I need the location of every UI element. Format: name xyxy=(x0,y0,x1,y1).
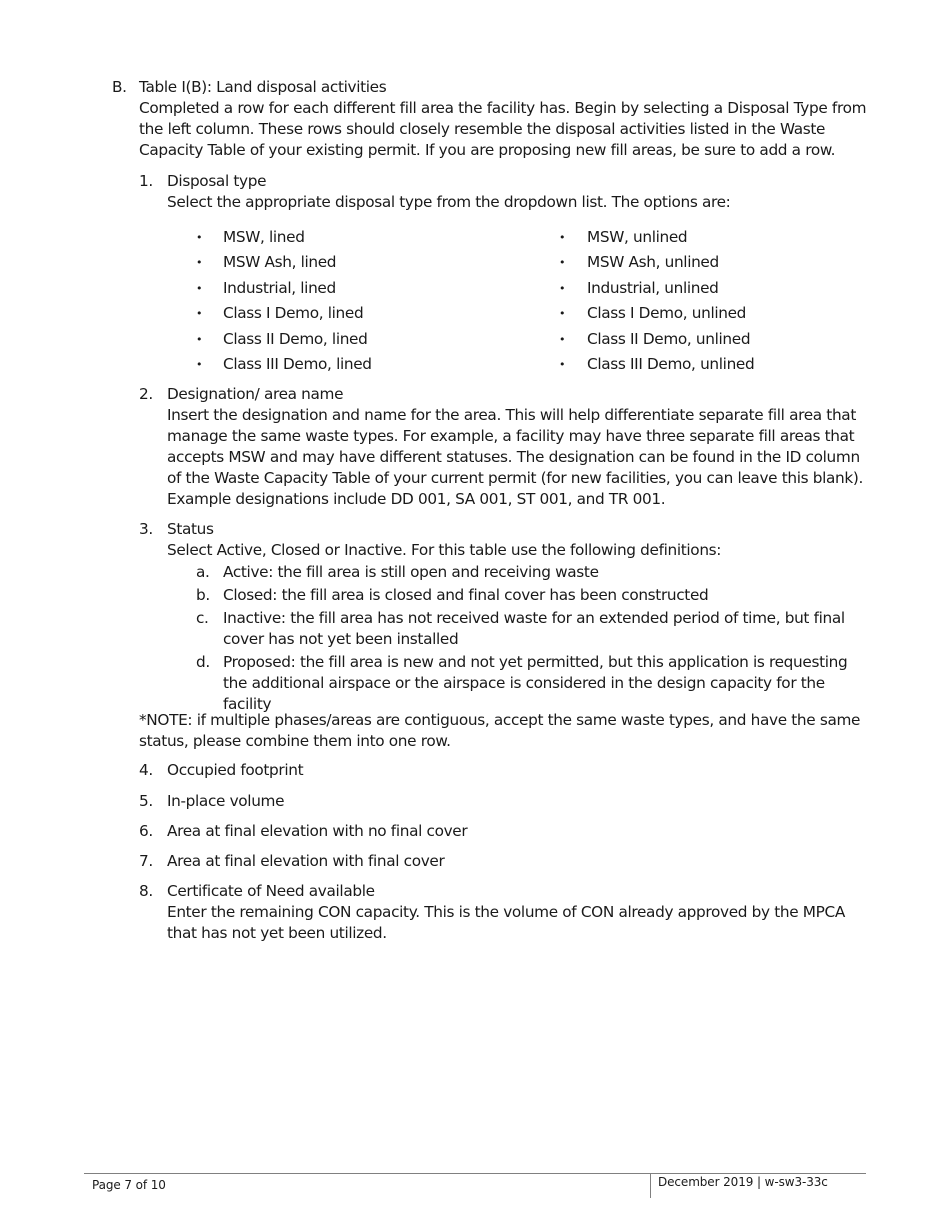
page-number: Page 7 of 10 xyxy=(92,1178,166,1192)
list-item: Industrial, lined xyxy=(223,279,336,297)
sub-letter: c. xyxy=(196,609,209,627)
list-item: Class I Demo, unlined xyxy=(587,304,747,322)
bullet: • xyxy=(196,231,203,244)
bullet: • xyxy=(196,307,203,320)
item-title: Certificate of Need available xyxy=(167,882,375,900)
list-item: MSW Ash, lined xyxy=(223,253,337,271)
bullet: • xyxy=(559,307,566,320)
sub-letter: b. xyxy=(196,586,210,604)
list-item: Industrial, unlined xyxy=(587,279,719,297)
status-definition-proposed: Proposed: the fill area is new and not yet permitted, but this application is requesting the additional airspace or the airspace is considered in the design capacity for the facility xyxy=(223,653,848,713)
list-item: MSW, unlined xyxy=(587,228,688,246)
item-description: Select Active, Closed or Inactive. For this table use the following definitions: xyxy=(167,541,722,559)
status-definition-inactive: Inactive: the fill area has not received waste for an extended period of time, but final cover has not yet been installed xyxy=(223,609,845,648)
item-description: Insert the designation and name for the area. This will help differentiate separate fill area that manage the same waste types. For example, a facility may have three separate fill areas that accepts MSW and may have different statuses. The designation can be found in the ID column of the Waste Capacity Table of your current permit (for new facilities, you can leave this blank). Example designations include DD 001, SA 001, ST 001, and TR 001. xyxy=(167,406,864,508)
bullet: • xyxy=(559,282,566,295)
item-title: Status xyxy=(167,520,214,538)
item-title: Disposal type xyxy=(167,172,267,190)
bullet: • xyxy=(559,333,566,346)
section-title: Table I(B): Land disposal activities xyxy=(139,78,387,96)
item-disposal-type xyxy=(167,171,872,213)
section-block xyxy=(139,77,874,161)
item-number: 2. xyxy=(139,385,153,403)
bullet: • xyxy=(559,231,566,244)
status-definition-active: Active: the fill area is still open and receiving waste xyxy=(223,563,599,581)
section-description: Completed a row for each different fill area the facility has. Begin by selecting a Disposal Type from the left column. These rows should closely resemble the disposal activities listed in the Waste Capacity Table of your existing permit. If you are proposing new fill areas, be sure to add a row. xyxy=(139,99,867,159)
bullet: • xyxy=(196,333,203,346)
footer-vertical-divider xyxy=(650,1173,651,1198)
note: *NOTE: if multiple phases/areas are contiguous, accept the same waste types, and have the same status, please combine them into one row. xyxy=(139,711,861,750)
bullet: • xyxy=(196,256,203,269)
item-area-no-final-cover: Area at final elevation with no final cover xyxy=(167,822,468,840)
list-item: Class III Demo, lined xyxy=(223,355,372,373)
list-item: MSW Ash, unlined xyxy=(587,253,719,271)
list-item: MSW, lined xyxy=(223,228,305,246)
item-number: 4. xyxy=(139,761,153,779)
item-occupied-footprint: Occupied footprint xyxy=(167,761,304,779)
item-title: Designation/ area name xyxy=(167,385,344,403)
sub-letter: a. xyxy=(196,563,210,581)
section-letter: B. xyxy=(112,78,127,96)
item-description: Select the appropriate disposal type from the dropdown list. The options are: xyxy=(167,193,731,211)
item-description: Enter the remaining CON capacity. This is the volume of CON already approved by the MPCA that has not yet been utilized. xyxy=(167,903,845,942)
item-certificate-of-need xyxy=(167,881,872,944)
item-number: 6. xyxy=(139,822,153,840)
bullet: • xyxy=(559,358,566,371)
item-in-place-volume: In-place volume xyxy=(167,792,285,810)
bullet: • xyxy=(196,358,203,371)
item-number: 3. xyxy=(139,520,153,538)
list-item: Class I Demo, lined xyxy=(223,304,364,322)
status-definition-closed: Closed: the fill area is closed and final cover has been constructed xyxy=(223,586,709,604)
item-designation xyxy=(167,384,872,510)
bullet: • xyxy=(196,282,203,295)
sub-letter: d. xyxy=(196,653,210,671)
item-number: 7. xyxy=(139,852,153,870)
item-number: 1. xyxy=(139,172,153,190)
document-info: December 2019 | w-sw3-33c xyxy=(658,1175,828,1189)
item-area-final-cover: Area at final elevation with final cover xyxy=(167,852,445,870)
list-item: Class III Demo, unlined xyxy=(587,355,755,373)
list-item: Class II Demo, lined xyxy=(223,330,368,348)
list-item: Class II Demo, unlined xyxy=(587,330,751,348)
bullet: • xyxy=(559,256,566,269)
item-number: 5. xyxy=(139,792,153,810)
item-status xyxy=(167,519,872,561)
item-number: 8. xyxy=(139,882,153,900)
